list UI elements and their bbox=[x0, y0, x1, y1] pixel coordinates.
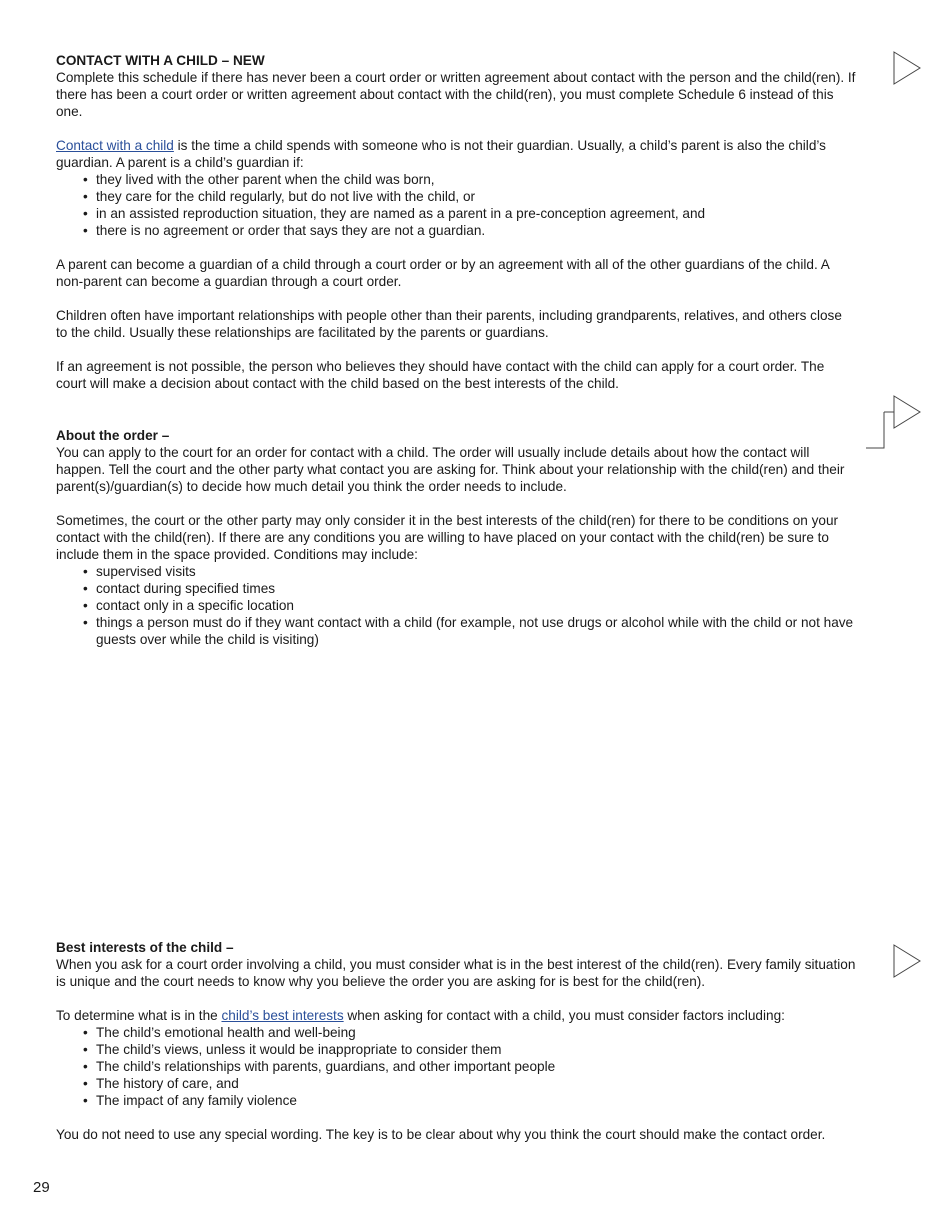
list-item: • contact during specified times bbox=[56, 580, 856, 597]
list-item: • things a person must do if they want contact with a child (for example, not use drugs or alcohol while with the child or not have guests over while the child is visiting) bbox=[56, 614, 856, 648]
relationships-paragraph: Children often have important relationships with people other than their parents, including grandparents, relatives, and others close to the child. Usually these relationships are facilitated by the parents or guardians. bbox=[56, 308, 842, 340]
guardian-criteria-list bbox=[56, 171, 856, 239]
section-title: About the order – bbox=[56, 428, 170, 443]
factors-text-pre: To determine what is in the bbox=[56, 1008, 222, 1023]
best-interests-paragraph: When you ask for a court order involving a child, you must consider what is in the best interest of the child(ren). Every family situation is unique and the court needs to know why you believe the order you are asking for is best for the child(ren). bbox=[56, 957, 856, 989]
contact-with-child-link[interactable]: Contact with a child bbox=[56, 138, 174, 153]
arrow-right-icon[interactable] bbox=[890, 50, 924, 86]
section-about-the-order bbox=[56, 427, 856, 648]
list-item: • they care for the child regularly, but do not live with the child, or bbox=[56, 188, 856, 205]
list-item: • they lived with the other parent when the child was born, bbox=[56, 171, 856, 188]
factors-paragraph bbox=[56, 1007, 856, 1024]
childs-best-interests-link[interactable]: child’s best interests bbox=[221, 1008, 344, 1023]
factors-list bbox=[56, 1024, 856, 1109]
page-number: 29 bbox=[33, 1179, 50, 1196]
order-paragraph: You can apply to the court for an order for contact with a child. The order will usually include details about how the contact will happen. Tell the court and the other party what contact you are asking for. Think about your relationship with the child(ren) and their parent(s)/guardian(s) to decide how much detail you think the order needs to include. bbox=[56, 445, 845, 494]
guardian-paragraph: A parent can become a guardian of a child through a court order or by an agreement with all of the other guardians of the child. A non-parent can become a guardian through a court order. bbox=[56, 257, 830, 289]
list-item: • there is no agreement or order that says they are not a guardian. bbox=[56, 222, 856, 239]
court-order-paragraph: If an agreement is not possible, the person who believes they should have contact with the child can apply for a court order. The court will make a decision about contact with the child based on the best interests of the child. bbox=[56, 359, 825, 391]
conditions-list bbox=[56, 563, 856, 648]
list-item: • The child’s relationships with parents, guardians, and other important people bbox=[56, 1058, 856, 1075]
list-item: • in an assisted reproduction situation, they are named as a parent in a pre-conception agreement, and bbox=[56, 205, 856, 222]
arrow-right-icon[interactable] bbox=[890, 943, 924, 979]
definition-text: is the time a child spends with someone who is not their guardian. Usually, a child’s parent is also the child’s guardian. A parent is a child’s guardian if: bbox=[56, 138, 826, 170]
conditions-paragraph: Sometimes, the court or the other party may only consider it in the best interests of the child(ren) for there to be conditions on your contact with the child(ren). If there are any conditions you are willing to have placed on your contact with the child(ren) be sure to include them in the space provided. Conditions may include: bbox=[56, 513, 839, 562]
list-item: • supervised visits bbox=[56, 563, 856, 580]
arrow-right-icon[interactable] bbox=[864, 392, 924, 452]
list-item: • The child’s views, unless it would be inappropriate to consider them bbox=[56, 1041, 856, 1058]
section-best-interests bbox=[56, 939, 856, 1143]
factors-text-post: when asking for contact with a child, you must consider factors including: bbox=[343, 1008, 785, 1023]
list-item: • contact only in a specific location bbox=[56, 597, 856, 614]
section-title: CONTACT WITH A CHILD – NEW bbox=[56, 53, 265, 68]
section-title: Best interests of the child – bbox=[56, 940, 234, 955]
list-item: • The child’s emotional health and well-being bbox=[56, 1024, 856, 1041]
intro-paragraph: Complete this schedule if there has never been a court order or written agreement about contact with the person and the child(ren). If there has been a court order or written agreement about contact with the child(ren), you must complete Schedule 6 instead of this one. bbox=[56, 70, 856, 119]
list-item: • The history of care, and bbox=[56, 1075, 856, 1092]
list-item: • The impact of any family violence bbox=[56, 1092, 856, 1109]
definition-paragraph bbox=[56, 137, 856, 171]
wording-paragraph: You do not need to use any special wording. The key is to be clear about why you think the court should make the contact order. bbox=[56, 1127, 826, 1142]
section-contact-with-child bbox=[56, 52, 856, 392]
